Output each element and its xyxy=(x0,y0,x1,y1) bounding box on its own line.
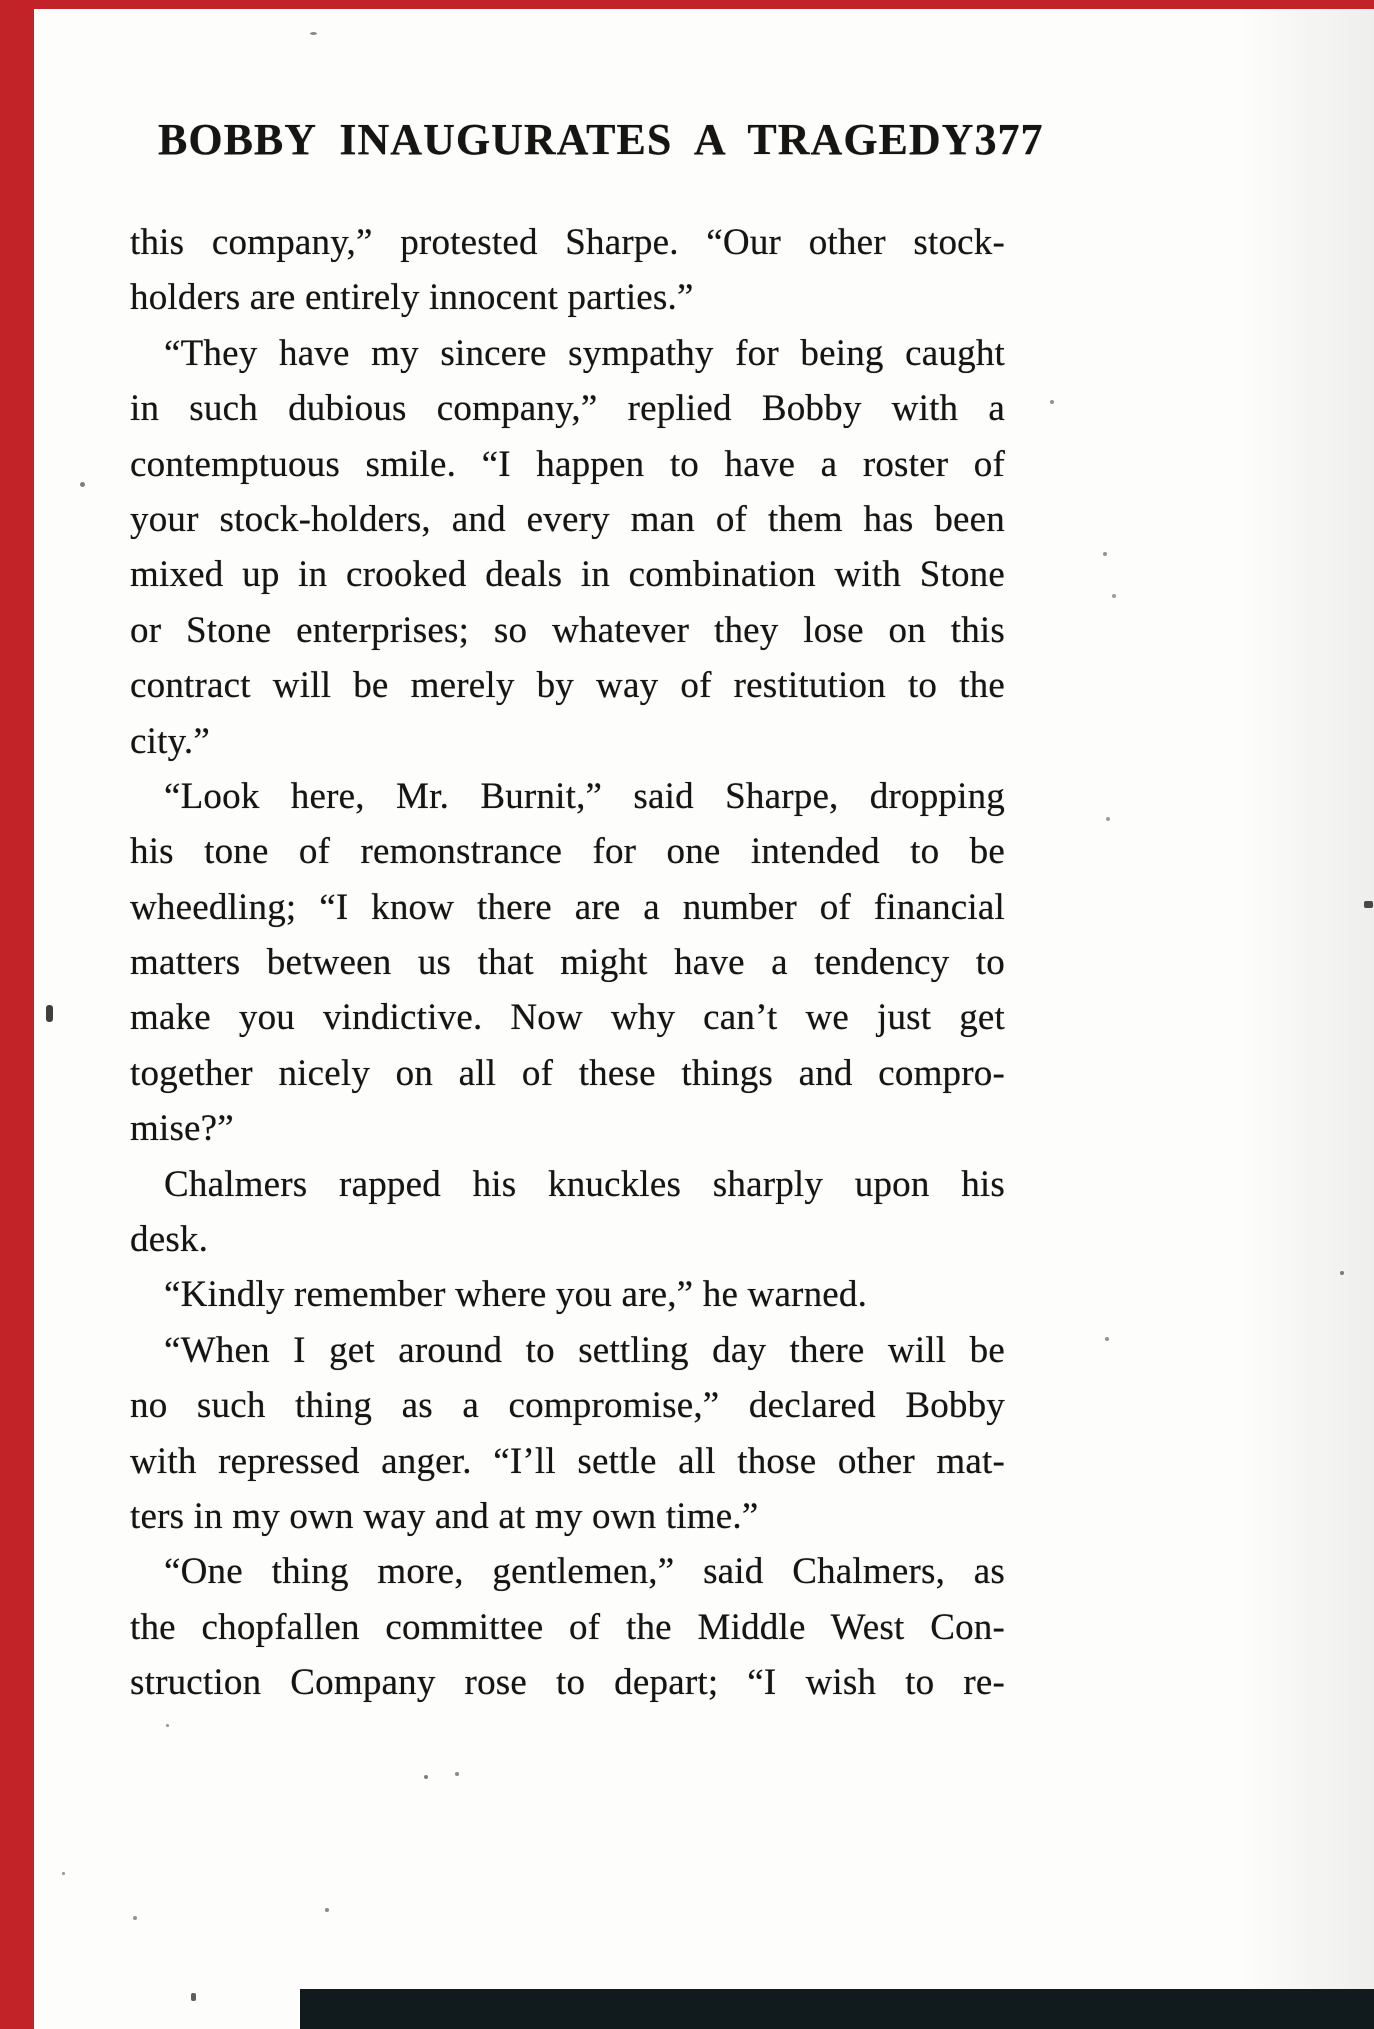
text-line: this company,” protested Sharpe. “Our other stock- xyxy=(130,222,1005,263)
text-line: “They have my sincere sympathy for being caught xyxy=(164,332,1005,374)
text-line: struction Company rose to depart; “I wish to re- xyxy=(130,1662,1005,1704)
text-line: mise?” xyxy=(130,1108,234,1150)
scan-speck xyxy=(310,32,317,35)
text-line: the chopfallen committee of the Middle West Con- xyxy=(130,1606,1005,1648)
scan-bottom-band xyxy=(300,1989,1374,2029)
scan-speck xyxy=(80,482,85,487)
text-block xyxy=(130,215,1005,1711)
text-line: “One thing more, gentlemen,” said Chalmers, as xyxy=(164,1551,1005,1593)
page-edge-left xyxy=(0,0,34,2029)
text-line: your stock-holders, and every man of them has been xyxy=(130,498,1005,540)
scan-speck xyxy=(455,1772,459,1776)
running-header-title: BOBBY INAUGURATES A TRAGEDY xyxy=(158,115,975,164)
scan-speck xyxy=(133,1916,137,1920)
text-line: no such thing as a compromise,” declared Bobby xyxy=(130,1385,1005,1427)
text-line: contract will be merely by way of restitution to the xyxy=(130,665,1005,707)
text-line: make you vindictive. Now why can’t we just get xyxy=(130,997,1005,1039)
scan-speck xyxy=(1105,1337,1109,1341)
text-line: city.” xyxy=(130,720,210,762)
scan-speck xyxy=(1103,552,1107,556)
text-line: or Stone enterprises; so whatever they lose on this xyxy=(130,609,1005,651)
scan-speck xyxy=(1364,901,1373,908)
scan-speck xyxy=(1112,594,1116,598)
scan-speck xyxy=(166,1724,169,1727)
text-line: contemptuous smile. “I happen to have a roster of xyxy=(130,443,1005,485)
scan-speck xyxy=(191,1993,196,2001)
text-line: together nicely on all of these things and compro- xyxy=(130,1052,1005,1094)
text-line: “Look here, Mr. Burnit,” said Sharpe, dropping xyxy=(164,775,1005,817)
scan-speck xyxy=(1106,817,1110,821)
text-line: holders are entirely innocent parties.” xyxy=(130,277,694,319)
text-line: mixed up in crooked deals in combination with Stone xyxy=(130,554,1005,596)
scan-speck xyxy=(424,1775,428,1779)
scan-speck xyxy=(1050,400,1054,404)
text-line: his tone of remonstrance for one intended to be xyxy=(130,831,1005,873)
text-line: “When I get around to settling day there will be xyxy=(164,1329,1005,1371)
scan-speck xyxy=(46,1005,53,1022)
running-header-page-number: 377 xyxy=(974,115,1044,164)
scan-speck xyxy=(325,1908,329,1912)
text-line: wheedling; “I know there are a number of financial xyxy=(130,886,1005,928)
text-line: in such dubious company,” replied Bobby with a xyxy=(130,388,1005,430)
running-header xyxy=(130,114,1044,166)
text-line: desk. xyxy=(130,1219,209,1261)
text-line: Chalmers rapped his knuckles sharply upon his xyxy=(164,1163,1005,1205)
page-curl-shading xyxy=(1240,0,1374,2029)
scan-speck xyxy=(62,1872,65,1875)
page-edge-top xyxy=(0,0,1374,9)
text-line: with repressed anger. “I’ll settle all those other mat- xyxy=(130,1440,1005,1482)
text-line: matters between us that might have a tendency to xyxy=(130,942,1005,984)
text-line: ters in my own way and at my own time.” xyxy=(130,1495,759,1537)
scan-speck xyxy=(1340,1271,1344,1275)
text-line: “Kindly remember where you are,” he warned. xyxy=(164,1274,868,1316)
